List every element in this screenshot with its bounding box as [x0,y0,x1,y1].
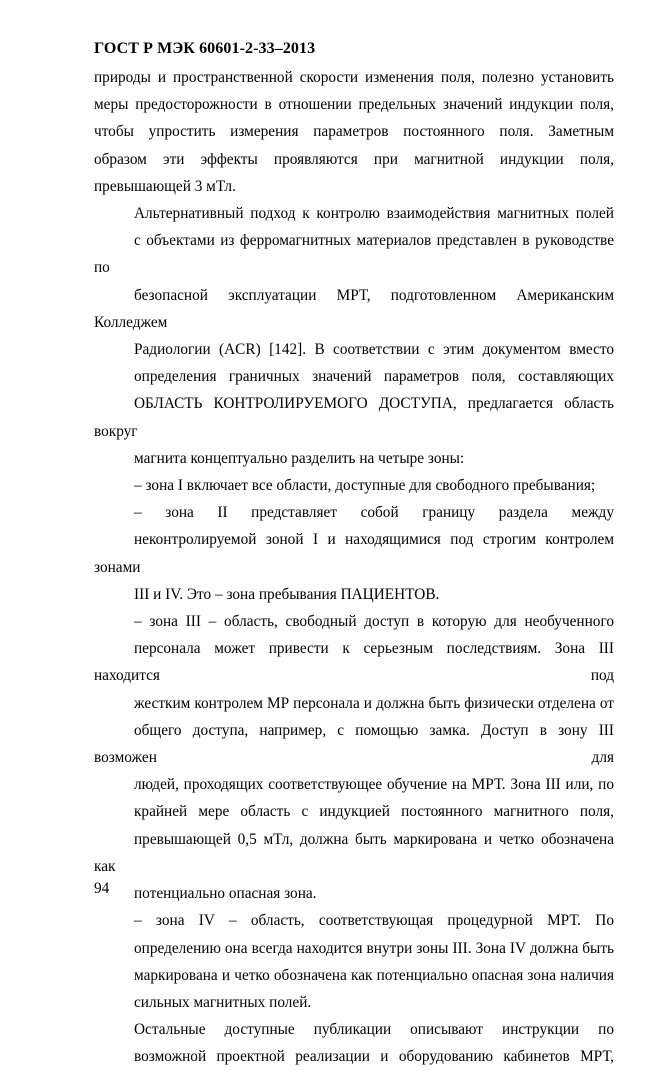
text-line: безопасной эксплуатации МРТ, подготовленном Американским Колледжем [94,286,614,331]
text-line: природы и пространственной скорости изменения поля, полезно установить [94,69,614,86]
text-line: с объектами из ферромагнитных материалов представлен в руководстве по [94,232,614,277]
text-line: превышающей 3 мТл. [94,177,236,195]
text-line: превышающей 0,5 мТл, должна быть маркирована и четко обозначена как [94,830,614,875]
text-line: потенциально опасная зона. [134,885,317,903]
paragraph-acr-approach [94,200,614,472]
list-item-zone-3 [94,608,614,907]
text-line: – зона III – область, свободный доступ в которую для необученного [134,613,614,631]
list-item-zone-1 [94,472,614,499]
text-line: Альтернативный подход к контролю взаимодействия магнитных полей [134,205,614,223]
text-line: – зона II представляет собой границу раздела между [134,504,614,522]
text-line: людей, проходящих соответствующее обучение на МРТ. Зона III или, по [134,776,614,794]
text-line: жестким контролем МР персонала и должна быть физически отделена от [134,694,614,712]
text-line: крайней мере область с индукцией постоянного магнитного поля, [134,803,614,821]
text-line: образом эти эффекты проявляются при магнитной индукции поля, [94,150,614,168]
text-line: ОБЛАСТЬ КОНТРОЛИРУЕМОГО ДОСТУПА, предлагается область вокруг [94,395,614,440]
text-line: возможной проектной реализации и оборудованию кабинетов МРТ, [134,1048,614,1066]
text-line: III и IV. Это – зона пребывания ПАЦИЕНТОВ. [134,585,440,603]
text-line: – зона IV – область, соответствующая процедурной МРТ. По [134,912,614,930]
text-line: определения граничных значений параметров поля, составляющих [134,368,614,386]
text-line: персонала может привести к серьезным последствиям. Зона III находится под [94,640,614,685]
text-line: общего доступа, например, с помощью замка. Доступ в зону III возможен для [94,721,614,767]
document-header: ГОСТ Р МЭК 60601-2-33–2013 [94,40,316,57]
text-line: Остальные доступные публикации описывают инструкции по [134,1021,614,1039]
paragraph-other-publications [94,1016,614,1070]
text-line: неконтролируемой зоной I и находящимися под строгим контролем зонами [94,531,614,576]
text-line: меры предосторожности в отношении предельных значений индукции поля, [94,96,614,114]
list-item-zone-4 [94,907,614,1016]
paragraph-continuation [94,64,614,200]
document-body [94,64,614,1071]
text-line: чтобы упростить измерения параметров постоянного поля. Заметным [94,123,614,141]
text-line: определению она всегда находится внутри зоны III. Зона IV должна быть [134,939,614,957]
text-line: сильных магнитных полей. [134,993,312,1011]
text-line: маркирована и четко обозначена как потенциально опасная зона наличия [134,966,614,984]
text-line: Радиологии (ACR) [142]. В соответствии с этим документом вместо [134,341,614,359]
text-line: – зона I включает все области, доступные для свободного пребывания; [134,477,596,495]
list-item-zone-2 [94,499,614,608]
text-line: магнита концептуально разделить на четыре зоны: [134,449,465,467]
page-number: 94 [94,880,110,897]
